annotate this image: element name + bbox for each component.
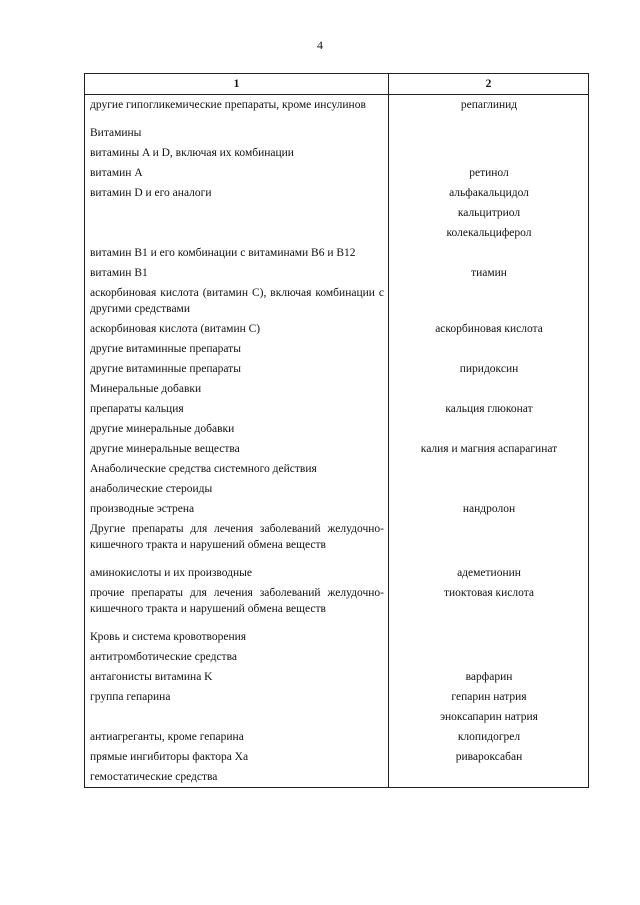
drug-name-cell: ривароксабан	[389, 747, 589, 767]
drug-name-cell: кальцитриол	[389, 203, 589, 223]
table-row	[85, 419, 589, 439]
drug-name-cell	[389, 123, 589, 143]
table-row	[85, 283, 589, 319]
category-cell: витамины A и D, включая их комбинации	[85, 143, 389, 163]
category-cell: другие гипогликемические препараты, кроме инсулинов	[85, 95, 389, 124]
category-cell: аскорбиновая кислота (витамин C), включая комбинации с другими средствами	[85, 283, 389, 319]
table-row	[85, 767, 589, 788]
column-1-header: 1	[85, 74, 389, 95]
category-cell: производные эстрена	[85, 499, 389, 519]
table-row	[85, 223, 589, 243]
category-cell: витамин A	[85, 163, 389, 183]
category-cell: другие минеральные добавки	[85, 419, 389, 439]
drug-name-cell: эноксапарин натрия	[389, 707, 589, 727]
table-row	[85, 243, 589, 263]
drug-name-cell: аскорбиновая кислота	[389, 319, 589, 339]
drug-name-cell: адеметионин	[389, 563, 589, 583]
table-body	[85, 95, 589, 788]
drug-name-cell	[389, 143, 589, 163]
table-row	[85, 319, 589, 339]
category-cell	[85, 707, 389, 727]
drug-name-cell	[389, 379, 589, 399]
drug-name-cell: кальция глюконат	[389, 399, 589, 419]
table-row	[85, 627, 589, 647]
category-cell: антиагреганты, кроме гепарина	[85, 727, 389, 747]
table-row	[85, 583, 589, 627]
drug-name-cell	[389, 647, 589, 667]
category-cell: прямые ингибиторы фактора Xa	[85, 747, 389, 767]
drug-name-cell: клопидогрел	[389, 727, 589, 747]
drug-classification-table	[84, 73, 589, 788]
category-cell: витамин B1 и его комбинации с витаминами B6 и B12	[85, 243, 389, 263]
drug-name-cell	[389, 767, 589, 788]
table-row	[85, 479, 589, 499]
drug-name-cell: пиридоксин	[389, 359, 589, 379]
table-row	[85, 687, 589, 707]
drug-name-cell: ретинол	[389, 163, 589, 183]
table-row	[85, 339, 589, 359]
table-row	[85, 747, 589, 767]
category-cell: антагонисты витамина K	[85, 667, 389, 687]
category-cell: Минеральные добавки	[85, 379, 389, 399]
column-2-header: 2	[389, 74, 589, 95]
drug-name-cell	[389, 519, 589, 563]
table-row	[85, 359, 589, 379]
category-cell: препараты кальция	[85, 399, 389, 419]
header-row	[85, 74, 589, 95]
category-cell: витамин B1	[85, 263, 389, 283]
table-row	[85, 707, 589, 727]
table-row	[85, 727, 589, 747]
table-row	[85, 123, 589, 143]
table-row	[85, 519, 589, 563]
category-cell: группа гепарина	[85, 687, 389, 707]
category-cell: Анаболические средства системного действия	[85, 459, 389, 479]
drug-name-cell	[389, 339, 589, 359]
page-number: 4	[317, 38, 323, 52]
drug-name-cell	[389, 243, 589, 263]
category-cell: другие минеральные вещества	[85, 439, 389, 459]
drug-name-cell: колекальциферол	[389, 223, 589, 243]
category-cell: гемостатические средства	[85, 767, 389, 788]
table-row	[85, 439, 589, 459]
table-row	[85, 459, 589, 479]
category-cell: витамин D и его аналоги	[85, 183, 389, 203]
table-row	[85, 563, 589, 583]
category-cell: анаболические стероиды	[85, 479, 389, 499]
drug-name-cell: альфакальцидол	[389, 183, 589, 203]
category-cell: Кровь и система кровотворения	[85, 627, 389, 647]
drug-name-cell: тиоктовая кислота	[389, 583, 589, 627]
category-cell	[85, 223, 389, 243]
drug-name-cell	[389, 419, 589, 439]
table-row	[85, 263, 589, 283]
drug-name-cell	[389, 627, 589, 647]
category-cell: Другие препараты для лечения заболеваний желудочно-кишечного тракта и нарушений обмена веществ	[85, 519, 389, 563]
table-row	[85, 163, 589, 183]
table-row	[85, 183, 589, 203]
category-cell: антитромботические средства	[85, 647, 389, 667]
table-row	[85, 399, 589, 419]
category-cell: прочие препараты для лечения заболеваний желудочно-кишечного тракта и нарушений обмена веществ	[85, 583, 389, 627]
category-cell	[85, 203, 389, 223]
table-row	[85, 499, 589, 519]
drug-name-cell: репаглинид	[389, 95, 589, 124]
table-row	[85, 143, 589, 163]
drug-name-cell: варфарин	[389, 667, 589, 687]
category-cell: другие витаминные препараты	[85, 339, 389, 359]
drug-name-cell: тиамин	[389, 263, 589, 283]
drug-name-cell	[389, 283, 589, 319]
drug-name-cell: нандролон	[389, 499, 589, 519]
category-cell: другие витаминные препараты	[85, 359, 389, 379]
table-header	[85, 74, 589, 95]
drug-name-cell: гепарин натрия	[389, 687, 589, 707]
table-row	[85, 667, 589, 687]
category-cell: аминокислоты и их производные	[85, 563, 389, 583]
category-cell: аскорбиновая кислота (витамин C)	[85, 319, 389, 339]
category-cell: Витамины	[85, 123, 389, 143]
table-row	[85, 379, 589, 399]
drug-name-cell	[389, 459, 589, 479]
table-row	[85, 203, 589, 223]
drug-name-cell: калия и магния аспарагинат	[389, 439, 589, 459]
drug-name-cell	[389, 479, 589, 499]
table-row	[85, 95, 589, 124]
table-row	[85, 647, 589, 667]
